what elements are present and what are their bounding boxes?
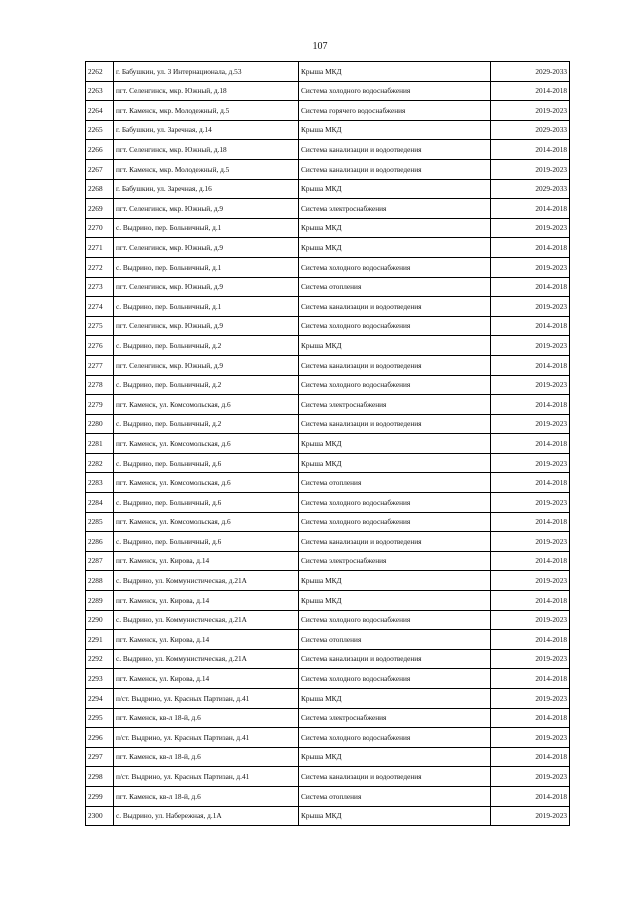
address-cell: пгт. Селенгинск, мкр. Южный, д.9 bbox=[114, 277, 299, 297]
row-number: 2297 bbox=[86, 747, 114, 767]
address-cell: пгт. Каменск, ул. Кирова, д.14 bbox=[114, 591, 299, 611]
table-row bbox=[86, 199, 570, 219]
period-cell: 2014-2018 bbox=[491, 669, 570, 689]
address-cell: пгт. Каменск, кв-л 18-й, д.6 bbox=[114, 708, 299, 728]
address-cell: с. Выдрино, пер. Больничный, д.2 bbox=[114, 375, 299, 395]
period-cell: 2019-2023 bbox=[491, 297, 570, 317]
work-type-cell: Крыша МКД bbox=[299, 591, 491, 611]
address-cell: п/ст. Выдрино, ул. Красных Партизан, д.41 bbox=[114, 728, 299, 748]
work-type-cell: Крыша МКД bbox=[299, 747, 491, 767]
table-row bbox=[86, 336, 570, 356]
period-cell: 2019-2023 bbox=[491, 610, 570, 630]
work-type-cell: Крыша МКД bbox=[299, 806, 491, 826]
work-type-cell: Система отопления bbox=[299, 277, 491, 297]
period-cell: 2014-2018 bbox=[491, 81, 570, 101]
period-cell: 2019-2023 bbox=[491, 728, 570, 748]
address-cell: г. Бабушкин, ул. Заречная, д.16 bbox=[114, 179, 299, 199]
table-row bbox=[86, 669, 570, 689]
address-cell: с. Выдрино, пер. Больничный, д.2 bbox=[114, 336, 299, 356]
address-cell: с. Выдрино, пер. Больничный, д.2 bbox=[114, 414, 299, 434]
work-type-cell: Система горячего водоснабжения bbox=[299, 101, 491, 121]
period-cell: 2014-2018 bbox=[491, 512, 570, 532]
table-row bbox=[86, 277, 570, 297]
work-type-cell: Крыша МКД bbox=[299, 571, 491, 591]
table-row bbox=[86, 747, 570, 767]
work-type-cell: Система электроснабжения bbox=[299, 551, 491, 571]
row-number: 2284 bbox=[86, 493, 114, 513]
row-number: 2273 bbox=[86, 277, 114, 297]
work-type-cell: Система отопления bbox=[299, 630, 491, 650]
row-number: 2264 bbox=[86, 101, 114, 121]
row-number: 2300 bbox=[86, 806, 114, 826]
table-row bbox=[86, 708, 570, 728]
row-number: 2274 bbox=[86, 297, 114, 317]
period-cell: 2014-2018 bbox=[491, 238, 570, 258]
table-row bbox=[86, 414, 570, 434]
row-number: 2276 bbox=[86, 336, 114, 356]
table-row bbox=[86, 767, 570, 787]
row-number: 2298 bbox=[86, 767, 114, 787]
work-type-cell: Система канализации и водоотведения bbox=[299, 355, 491, 375]
row-number: 2295 bbox=[86, 708, 114, 728]
address-cell: пгт. Каменск, кв-л 18-й, д.6 bbox=[114, 786, 299, 806]
row-number: 2280 bbox=[86, 414, 114, 434]
work-type-cell: Система канализации и водоотведения bbox=[299, 767, 491, 787]
period-cell: 2014-2018 bbox=[491, 591, 570, 611]
work-type-cell: Система канализации и водоотведения bbox=[299, 649, 491, 669]
registry-table bbox=[85, 61, 570, 826]
work-type-cell: Крыша МКД bbox=[299, 434, 491, 454]
row-number: 2268 bbox=[86, 179, 114, 199]
row-number: 2265 bbox=[86, 120, 114, 140]
address-cell: с. Выдрино, ул. Набережная, д.1А bbox=[114, 806, 299, 826]
table-row bbox=[86, 473, 570, 493]
work-type-cell: Крыша МКД bbox=[299, 453, 491, 473]
row-number: 2294 bbox=[86, 689, 114, 709]
period-cell: 2014-2018 bbox=[491, 355, 570, 375]
address-cell: с. Выдрино, ул. Коммунистическая, д.21А bbox=[114, 649, 299, 669]
row-number: 2282 bbox=[86, 453, 114, 473]
period-cell: 2019-2023 bbox=[491, 767, 570, 787]
period-cell: 2019-2023 bbox=[491, 453, 570, 473]
work-type-cell: Система электроснабжения bbox=[299, 199, 491, 219]
address-cell: пгт. Каменск, ул. Кирова, д.14 bbox=[114, 551, 299, 571]
table-row bbox=[86, 728, 570, 748]
work-type-cell: Крыша МКД bbox=[299, 179, 491, 199]
address-cell: с. Выдрино, пер. Больничный, д.6 bbox=[114, 532, 299, 552]
table-row bbox=[86, 238, 570, 258]
page-number: 107 bbox=[312, 41, 328, 52]
address-cell: пгт. Каменск, мкр. Молодежный, д.5 bbox=[114, 159, 299, 179]
table-row bbox=[86, 355, 570, 375]
work-type-cell: Система канализации и водоотведения bbox=[299, 414, 491, 434]
work-type-cell: Крыша МКД bbox=[299, 238, 491, 258]
address-cell: пгт. Каменск, ул. Кирова, д.14 bbox=[114, 669, 299, 689]
address-cell: с. Выдрино, пер. Больничный, д.1 bbox=[114, 297, 299, 317]
period-cell: 2014-2018 bbox=[491, 140, 570, 160]
period-cell: 2029-2033 bbox=[491, 179, 570, 199]
table-row bbox=[86, 375, 570, 395]
table-row bbox=[86, 591, 570, 611]
row-number: 2290 bbox=[86, 610, 114, 630]
work-type-cell: Крыша МКД bbox=[299, 120, 491, 140]
address-cell: п/ст. Выдрино, ул. Красных Партизан, д.41 bbox=[114, 767, 299, 787]
row-number: 2267 bbox=[86, 159, 114, 179]
row-number: 2285 bbox=[86, 512, 114, 532]
row-number: 2270 bbox=[86, 218, 114, 238]
work-type-cell: Крыша МКД bbox=[299, 336, 491, 356]
period-cell: 2019-2023 bbox=[491, 159, 570, 179]
work-type-cell: Крыша МКД bbox=[299, 218, 491, 238]
address-cell: пгт. Каменск, мкр. Молодежный, д.5 bbox=[114, 101, 299, 121]
period-cell: 2014-2018 bbox=[491, 786, 570, 806]
row-number: 2279 bbox=[86, 395, 114, 415]
address-cell: пгт. Селенгинск, мкр. Южный, д.9 bbox=[114, 199, 299, 219]
period-cell: 2019-2023 bbox=[491, 218, 570, 238]
work-type-cell: Крыша МКД bbox=[299, 689, 491, 709]
table-row bbox=[86, 493, 570, 513]
row-number: 2272 bbox=[86, 257, 114, 277]
period-cell: 2019-2023 bbox=[491, 414, 570, 434]
row-number: 2266 bbox=[86, 140, 114, 160]
row-number: 2286 bbox=[86, 532, 114, 552]
period-cell: 2019-2023 bbox=[491, 336, 570, 356]
address-cell: пгт. Каменск, ул. Комсомольская, д.6 bbox=[114, 395, 299, 415]
address-cell: с. Выдрино, ул. Коммунистическая, д.21А bbox=[114, 571, 299, 591]
work-type-cell: Система холодного водоснабжения bbox=[299, 610, 491, 630]
period-cell: 2019-2023 bbox=[491, 532, 570, 552]
address-cell: пгт. Каменск, ул. Кирова, д.14 bbox=[114, 630, 299, 650]
row-number: 2271 bbox=[86, 238, 114, 258]
address-cell: с. Выдрино, пер. Больничный, д.1 bbox=[114, 257, 299, 277]
period-cell: 2019-2023 bbox=[491, 257, 570, 277]
row-number: 2269 bbox=[86, 199, 114, 219]
table-row bbox=[86, 649, 570, 669]
period-cell: 2029-2033 bbox=[491, 120, 570, 140]
row-number: 2291 bbox=[86, 630, 114, 650]
work-type-cell: Система холодного водоснабжения bbox=[299, 728, 491, 748]
work-type-cell: Система канализации и водоотведения bbox=[299, 532, 491, 552]
work-type-cell: Крыша МКД bbox=[299, 62, 491, 82]
address-cell: с. Выдрино, пер. Больничный, д.6 bbox=[114, 493, 299, 513]
work-type-cell: Система канализации и водоотведения bbox=[299, 297, 491, 317]
work-type-cell: Система холодного водоснабжения bbox=[299, 316, 491, 336]
period-cell: 2019-2023 bbox=[491, 101, 570, 121]
row-number: 2288 bbox=[86, 571, 114, 591]
row-number: 2281 bbox=[86, 434, 114, 454]
table-row bbox=[86, 786, 570, 806]
address-cell: пгт. Каменск, ул. Комсомольская, д.6 bbox=[114, 434, 299, 454]
period-cell: 2019-2023 bbox=[491, 806, 570, 826]
row-number: 2296 bbox=[86, 728, 114, 748]
address-cell: пгт. Селенгинск, мкр. Южный, д.9 bbox=[114, 355, 299, 375]
table-row bbox=[86, 140, 570, 160]
table-row bbox=[86, 120, 570, 140]
table-row bbox=[86, 571, 570, 591]
row-number: 2277 bbox=[86, 355, 114, 375]
period-cell: 2019-2023 bbox=[491, 571, 570, 591]
period-cell: 2014-2018 bbox=[491, 316, 570, 336]
work-type-cell: Система холодного водоснабжения bbox=[299, 669, 491, 689]
table-row bbox=[86, 532, 570, 552]
row-number: 2293 bbox=[86, 669, 114, 689]
period-cell: 2019-2023 bbox=[491, 493, 570, 513]
period-cell: 2014-2018 bbox=[491, 395, 570, 415]
address-cell: пгт. Селенгинск, мкр. Южный, д.18 bbox=[114, 81, 299, 101]
period-cell: 2014-2018 bbox=[491, 708, 570, 728]
period-cell: 2014-2018 bbox=[491, 277, 570, 297]
table-row bbox=[86, 297, 570, 317]
row-number: 2275 bbox=[86, 316, 114, 336]
work-type-cell: Система холодного водоснабжения bbox=[299, 375, 491, 395]
table-row bbox=[86, 316, 570, 336]
row-number: 2289 bbox=[86, 591, 114, 611]
table-row bbox=[86, 395, 570, 415]
row-number: 2287 bbox=[86, 551, 114, 571]
address-cell: пгт. Каменск, кв-л 18-й, д.6 bbox=[114, 747, 299, 767]
period-cell: 2014-2018 bbox=[491, 747, 570, 767]
work-type-cell: Система канализации и водоотведения bbox=[299, 159, 491, 179]
period-cell: 2019-2023 bbox=[491, 375, 570, 395]
address-cell: с. Выдрино, ул. Коммунистическая, д.21А bbox=[114, 610, 299, 630]
period-cell: 2014-2018 bbox=[491, 199, 570, 219]
table-row bbox=[86, 434, 570, 454]
table-row bbox=[86, 179, 570, 199]
period-cell: 2014-2018 bbox=[491, 434, 570, 454]
work-type-cell: Система холодного водоснабжения bbox=[299, 257, 491, 277]
period-cell: 2019-2023 bbox=[491, 649, 570, 669]
period-cell: 2019-2023 bbox=[491, 689, 570, 709]
period-cell: 2014-2018 bbox=[491, 630, 570, 650]
address-cell: пгт. Селенгинск, мкр. Южный, д.18 bbox=[114, 140, 299, 160]
address-cell: пгт. Селенгинск, мкр. Южный, д.9 bbox=[114, 238, 299, 258]
row-number: 2263 bbox=[86, 81, 114, 101]
work-type-cell: Система холодного водоснабжения bbox=[299, 81, 491, 101]
registry-table-body bbox=[86, 62, 570, 826]
table-row bbox=[86, 551, 570, 571]
work-type-cell: Система электроснабжения bbox=[299, 708, 491, 728]
period-cell: 2029-2033 bbox=[491, 62, 570, 82]
row-number: 2283 bbox=[86, 473, 114, 493]
table-row bbox=[86, 512, 570, 532]
table-row bbox=[86, 610, 570, 630]
row-number: 2262 bbox=[86, 62, 114, 82]
work-type-cell: Система электроснабжения bbox=[299, 395, 491, 415]
period-cell: 2014-2018 bbox=[491, 551, 570, 571]
work-type-cell: Система отопления bbox=[299, 786, 491, 806]
table-row bbox=[86, 62, 570, 82]
row-number: 2299 bbox=[86, 786, 114, 806]
address-cell: пгт. Каменск, ул. Комсомольская, д.6 bbox=[114, 473, 299, 493]
address-cell: п/ст. Выдрино, ул. Красных Партизан, д.41 bbox=[114, 689, 299, 709]
period-cell: 2014-2018 bbox=[491, 473, 570, 493]
row-number: 2278 bbox=[86, 375, 114, 395]
table-row bbox=[86, 689, 570, 709]
table-row bbox=[86, 630, 570, 650]
table-row bbox=[86, 159, 570, 179]
work-type-cell: Система холодного водоснабжения bbox=[299, 512, 491, 532]
row-number: 2292 bbox=[86, 649, 114, 669]
work-type-cell: Система канализации и водоотведения bbox=[299, 140, 491, 160]
address-cell: с. Выдрино, пер. Больничный, д.1 bbox=[114, 218, 299, 238]
table-row bbox=[86, 218, 570, 238]
table-row bbox=[86, 453, 570, 473]
work-type-cell: Система отопления bbox=[299, 473, 491, 493]
table-row bbox=[86, 257, 570, 277]
address-cell: пгт. Каменск, ул. Комсомольская, д.6 bbox=[114, 512, 299, 532]
table-row bbox=[86, 806, 570, 826]
address-cell: пгт. Селенгинск, мкр. Южный, д.9 bbox=[114, 316, 299, 336]
table-row bbox=[86, 101, 570, 121]
table-row bbox=[86, 81, 570, 101]
address-cell: г. Бабушкин, ул. 3 Интернационала, д.53 bbox=[114, 62, 299, 82]
address-cell: г. Бабушкин, ул. Заречная, д.14 bbox=[114, 120, 299, 140]
address-cell: с. Выдрино, пер. Больничный, д.6 bbox=[114, 453, 299, 473]
work-type-cell: Система холодного водоснабжения bbox=[299, 493, 491, 513]
